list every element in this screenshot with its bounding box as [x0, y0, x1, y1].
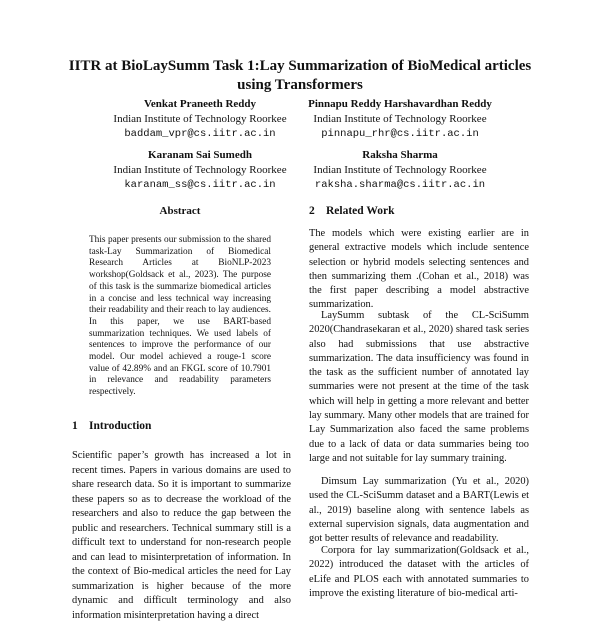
abstract-text: This paper presents our submission to the shared task-Lay Summarization of Biomedical Research Articles at BioNLP-2023 workshop(Goldsack et al., 2023). The purpose of this task is the summarize biomedical articles in a concise and less technical way increasing their readability and their reach to lay audiences. In this paper, we use BART-based summarization techniques. We used labels of sentences to improve the performance of our model. Our model achieved a rouge-1 score value of 42.89% and an FKGL score of 10.7901 in relevance and readability parameters respectively.: [89, 235, 271, 398]
author-name: Karanam Sai Sumedh: [148, 149, 252, 161]
related-work-paragraph: [309, 475, 529, 546]
paragraph-text: Dimsum Lay summarization (Yu et al., 2020) used the CL-SciSumm dataset and a BART(Lewis et al., 2019) baseline along with sentence labels as external supervision signals, data augmentation and got better results of relevance and readability.: [309, 476, 529, 545]
author-name: Raksha Sharma: [362, 149, 438, 161]
introduction-text: Scientific paper’s growth has increased a lot in recent times. Papers in various domains are used to share research data. So it is important to summarize these papers so as to decrease the workload of the researchers and also to reduce the gap between the public and researchers. Technical summary still is a difficult text to understand for non-research people and can lead to misinterpretation of information. In the context of Bio-medical articles the need for Lay summarization is higher because of the more dynamic and difficult terminology and also information misinterpretation having a direct: [72, 450, 291, 621]
abstract-heading: Abstract: [159, 205, 201, 217]
author-affiliation: Indian Institute of Technology Roorkee: [113, 113, 287, 125]
paragraph-text: LaySumm subtask of the CL-SciSumm 2020(Chandrasekaran et al., 2020) shared task series also had submissions that use abstractive summarization. The data insufficiency was found in the task as the sufficient number of annotated lay summaries were not present at the time of the task which will help in getting a more relevant and better lay summary. Many other models that are trained for Lay Summarization also faced the same problems due to a lack of data or data summaries being too large and not suitable for lay summary training.: [309, 310, 529, 464]
section-number: 1: [72, 420, 78, 432]
paragraph-text: Corpora for lay summarization(Goldsack et al., 2022) introduced the dataset with the articles of eLife and PLOS each with annotated summaries to improve the existing literature of bio-medical arti-: [309, 545, 529, 599]
introduction-heading: [72, 420, 151, 432]
author-email: pinnapu_rhr@cs.iitr.ac.in: [321, 128, 479, 140]
author-name: Pinnapu Reddy Harshavardhan Reddy: [308, 98, 492, 110]
related-work-paragraph: [309, 227, 529, 313]
related-work-paragraph: [309, 309, 529, 466]
author-name: Venkat Praneeth Reddy: [143, 98, 257, 110]
section-number: 2: [309, 205, 315, 217]
author-block: [95, 97, 305, 142]
author-block: [295, 97, 505, 142]
author-email: baddam_vpr@cs.iitr.ac.in: [124, 128, 276, 140]
section-title: Introduction: [89, 420, 152, 432]
author-affiliation: Indian Institute of Technology Roorkee: [313, 113, 487, 125]
paragraph-text: The models which were existing earlier are in general extractive models which include sentence selection or hybrid models selecting sentences and then summarizing them .(Cohan et al., 2018) was the first paper describing a model abstractive summarization.: [309, 228, 529, 311]
author-block: [295, 148, 505, 193]
author-affiliation: Indian Institute of Technology Roorkee: [113, 164, 287, 176]
author-block: [95, 148, 305, 193]
author-email: raksha.sharma@cs.iitr.ac.in: [314, 179, 486, 191]
related-work-heading: [309, 205, 394, 217]
author-affiliation: Indian Institute of Technology Roorkee: [313, 164, 487, 176]
author-email: karanam_ss@cs.iitr.ac.in: [124, 179, 276, 191]
section-title: Related Work: [326, 205, 395, 217]
paper-title: IITR at BioLaySumm Task 1:Lay Summarization of BioMedical articles using Transformers: [68, 58, 532, 93]
related-work-paragraph: [309, 544, 529, 601]
